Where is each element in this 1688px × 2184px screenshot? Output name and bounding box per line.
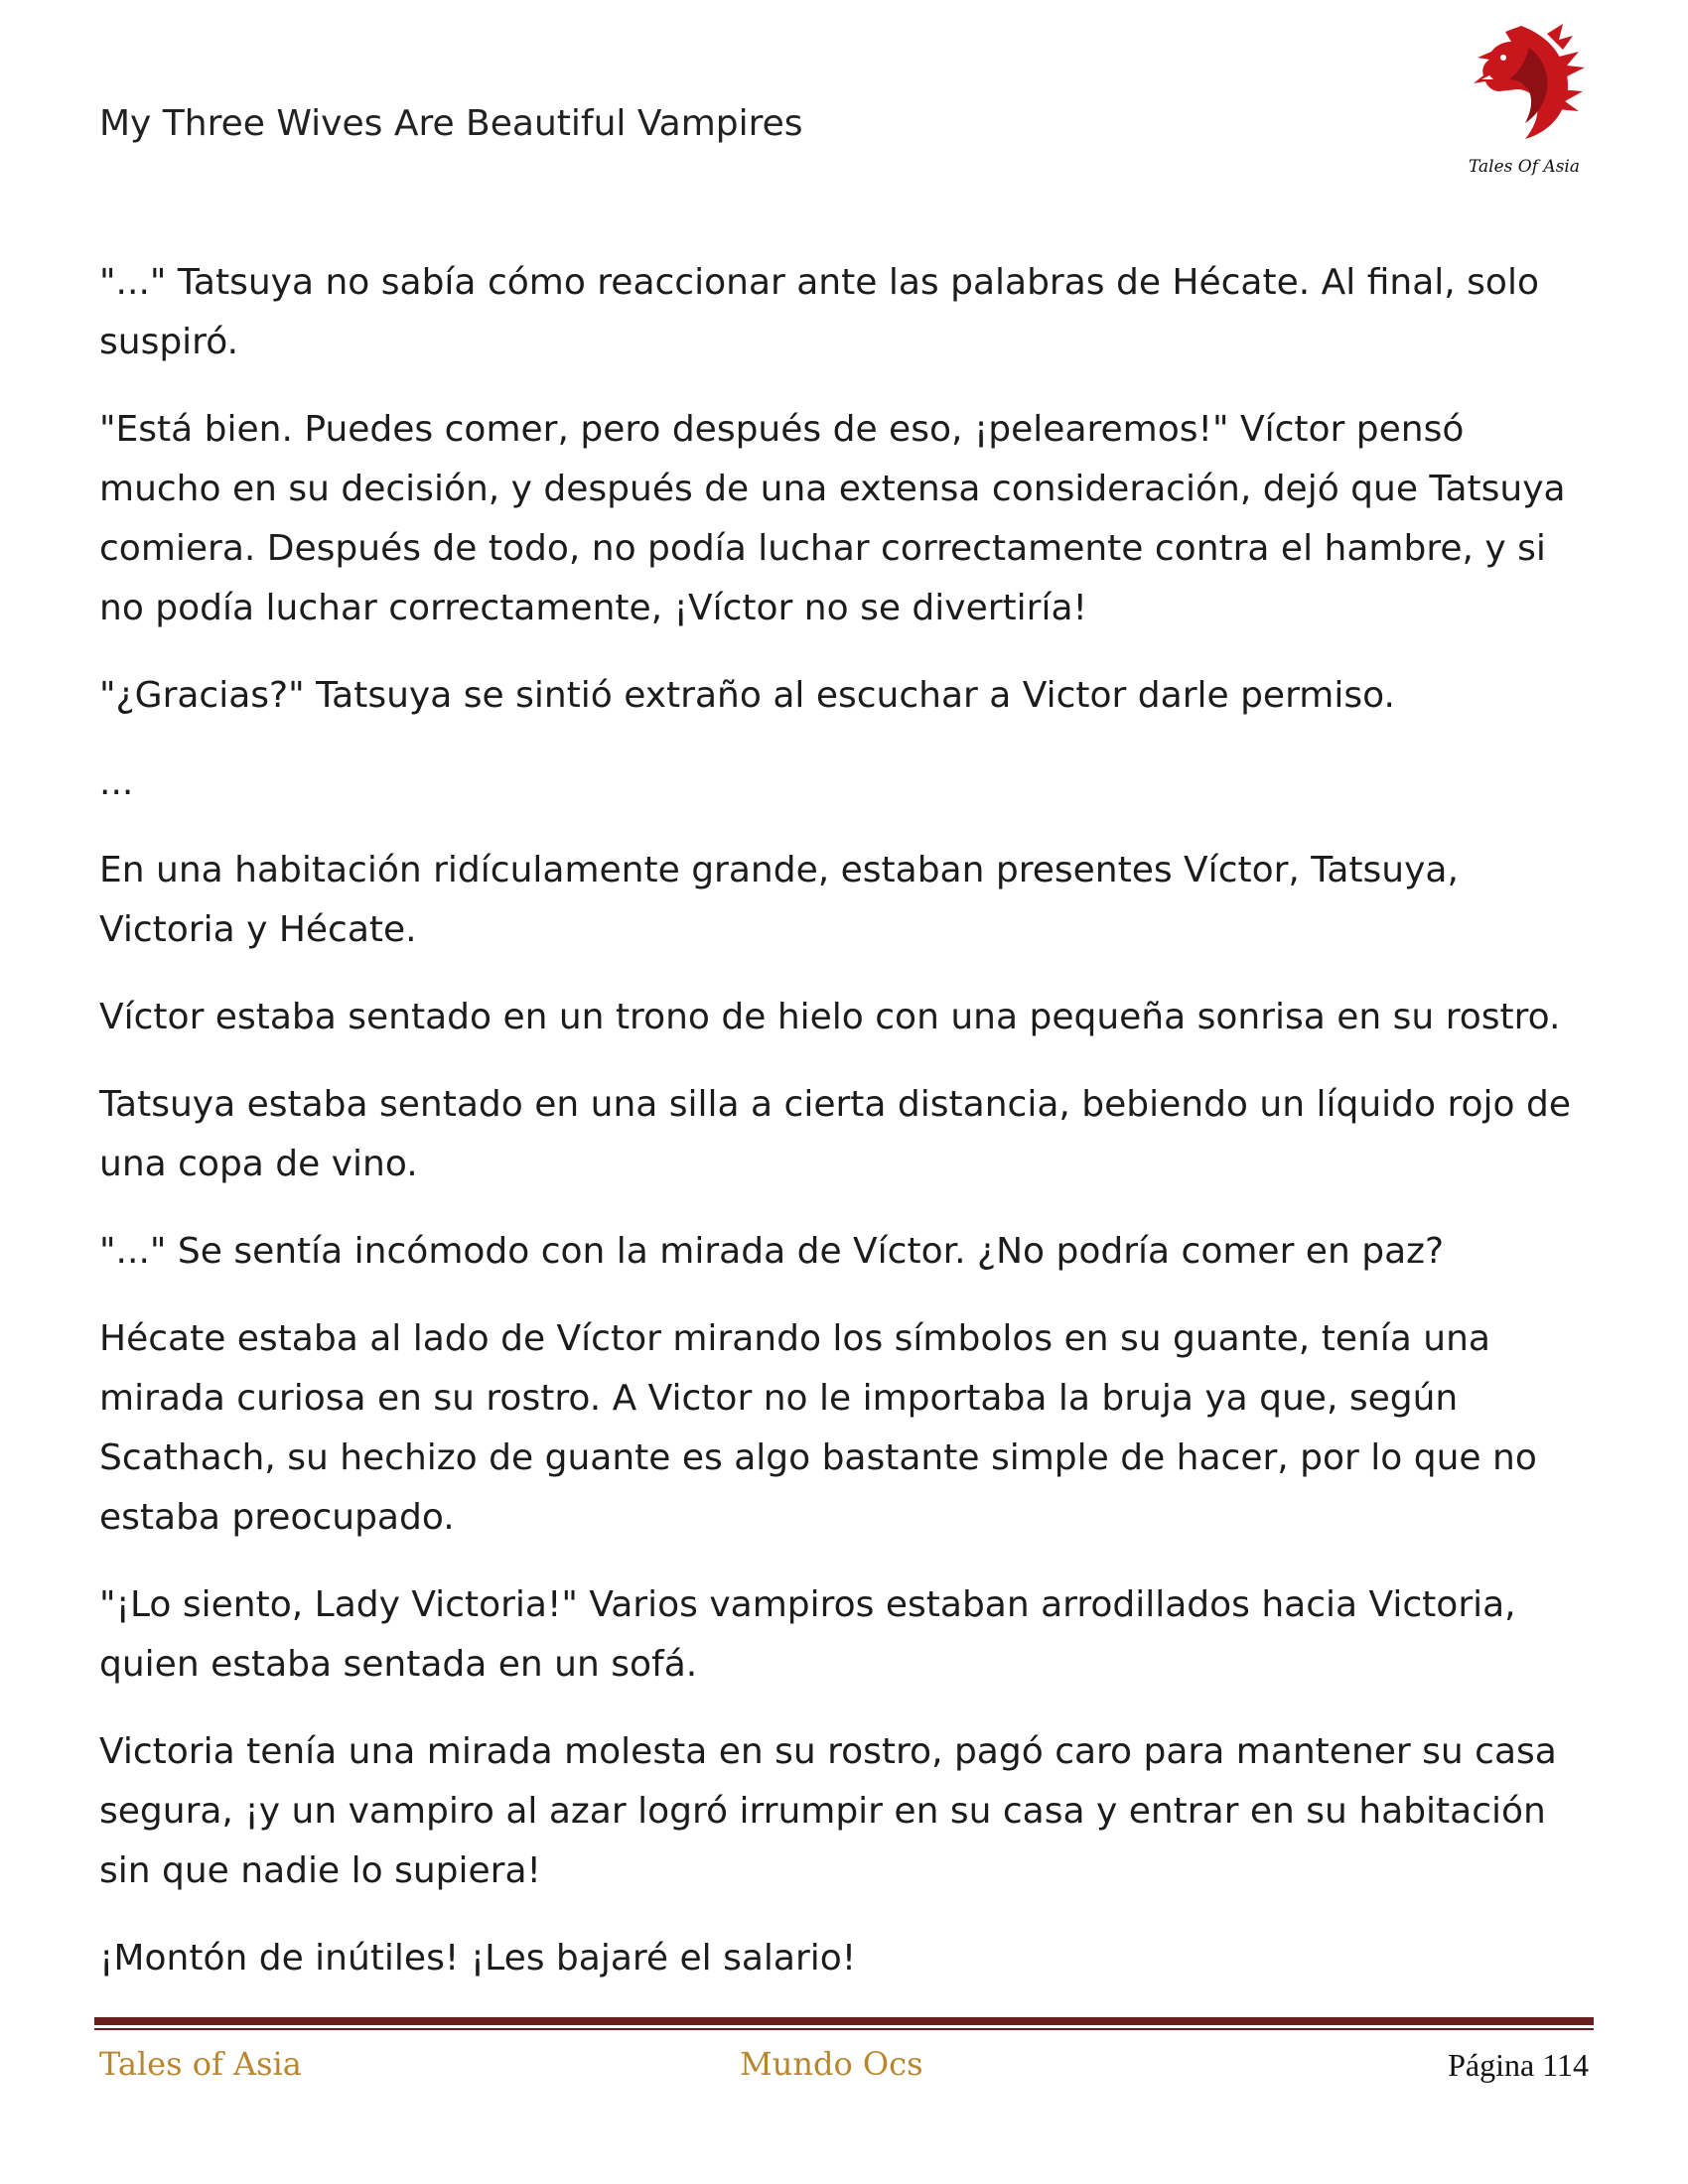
page-footer — [94, 2017, 1594, 2097]
paragraph: Víctor estaba sentado en un trono de hielo con una pequeña sonrisa en su rostro. — [99, 997, 1561, 1037]
paragraph: "..." Tatsuya no sabía cómo reaccionar ante las palabras de Hécate. Al final, solo suspiró. — [99, 262, 1539, 362]
paragraph: Hécate estaba al lado de Víctor mirando los símbolos en su guante, tenía una mirada curiosa en su rostro. A Victor no le importaba la bruja ya que, según Scathach, su hechizo de guante es algo bastante simple de hacer, por lo que no estaba preocupado. — [99, 1318, 1537, 1538]
tales-of-asia-logo — [1460, 18, 1589, 177]
page-header — [99, 99, 1589, 189]
footer-site-name: Tales of Asia — [99, 2045, 302, 2083]
paragraph: Tatsuya estaba sentado en una silla a cierta distancia, bebiendo un líquido rojo de una copa de vino. — [99, 1084, 1571, 1184]
chapter-body — [99, 253, 1594, 2016]
paragraph: "..." Se sentía incómodo con la mirada de Víctor. ¿No podría comer en paz? — [99, 1231, 1445, 1272]
paragraph: En una habitación ridículamente grande, estaban presentes Víctor, Tatsuya, Victoria y Hécate. — [99, 850, 1459, 950]
paragraph: "¡Lo siento, Lady Victoria!" Varios vampiros estaban arrodillados hacia Victoria, quien estaba sentada en un sofá. — [99, 1584, 1516, 1685]
paragraph: "¿Gracias?" Tatsuya se sintió extraño al escuchar a Victor darle permiso. — [99, 675, 1395, 716]
paragraph: "Está bien. Puedes comer, pero después de eso, ¡pelearemos!" Víctor pensó mucho en su decisión, y después de una extensa consideración, dejó que Tatsuya comiera. Después de todo, no podía luchar correctamente contra el hambre, y si no podía luchar correctamente, ¡Víctor no se divertiría! — [99, 409, 1566, 628]
page-number: Página 114 — [1448, 2047, 1589, 2083]
paragraph: Victoria tenía una mirada molesta en su rostro, pagó caro para mantener su casa segura, ¡y un vampiro al azar logró irrumpir en su casa y entrar en su habitación sin que nadie lo supiera! — [99, 1731, 1557, 1891]
footer-divider-thin — [94, 2028, 1594, 2030]
red-dragon-logo-icon — [1460, 18, 1589, 152]
paragraph: ¡Montón de inútiles! ¡Les bajaré el salario! — [99, 1938, 857, 1979]
footer-divider — [94, 2017, 1594, 2025]
logo-text: Tales Of Asia — [1469, 157, 1580, 177]
book-title: My Three Wives Are Beautiful Vampires — [99, 103, 803, 144]
scene-break: ... — [99, 762, 134, 803]
footer-group-name: Mundo Ocs — [740, 2045, 923, 2083]
